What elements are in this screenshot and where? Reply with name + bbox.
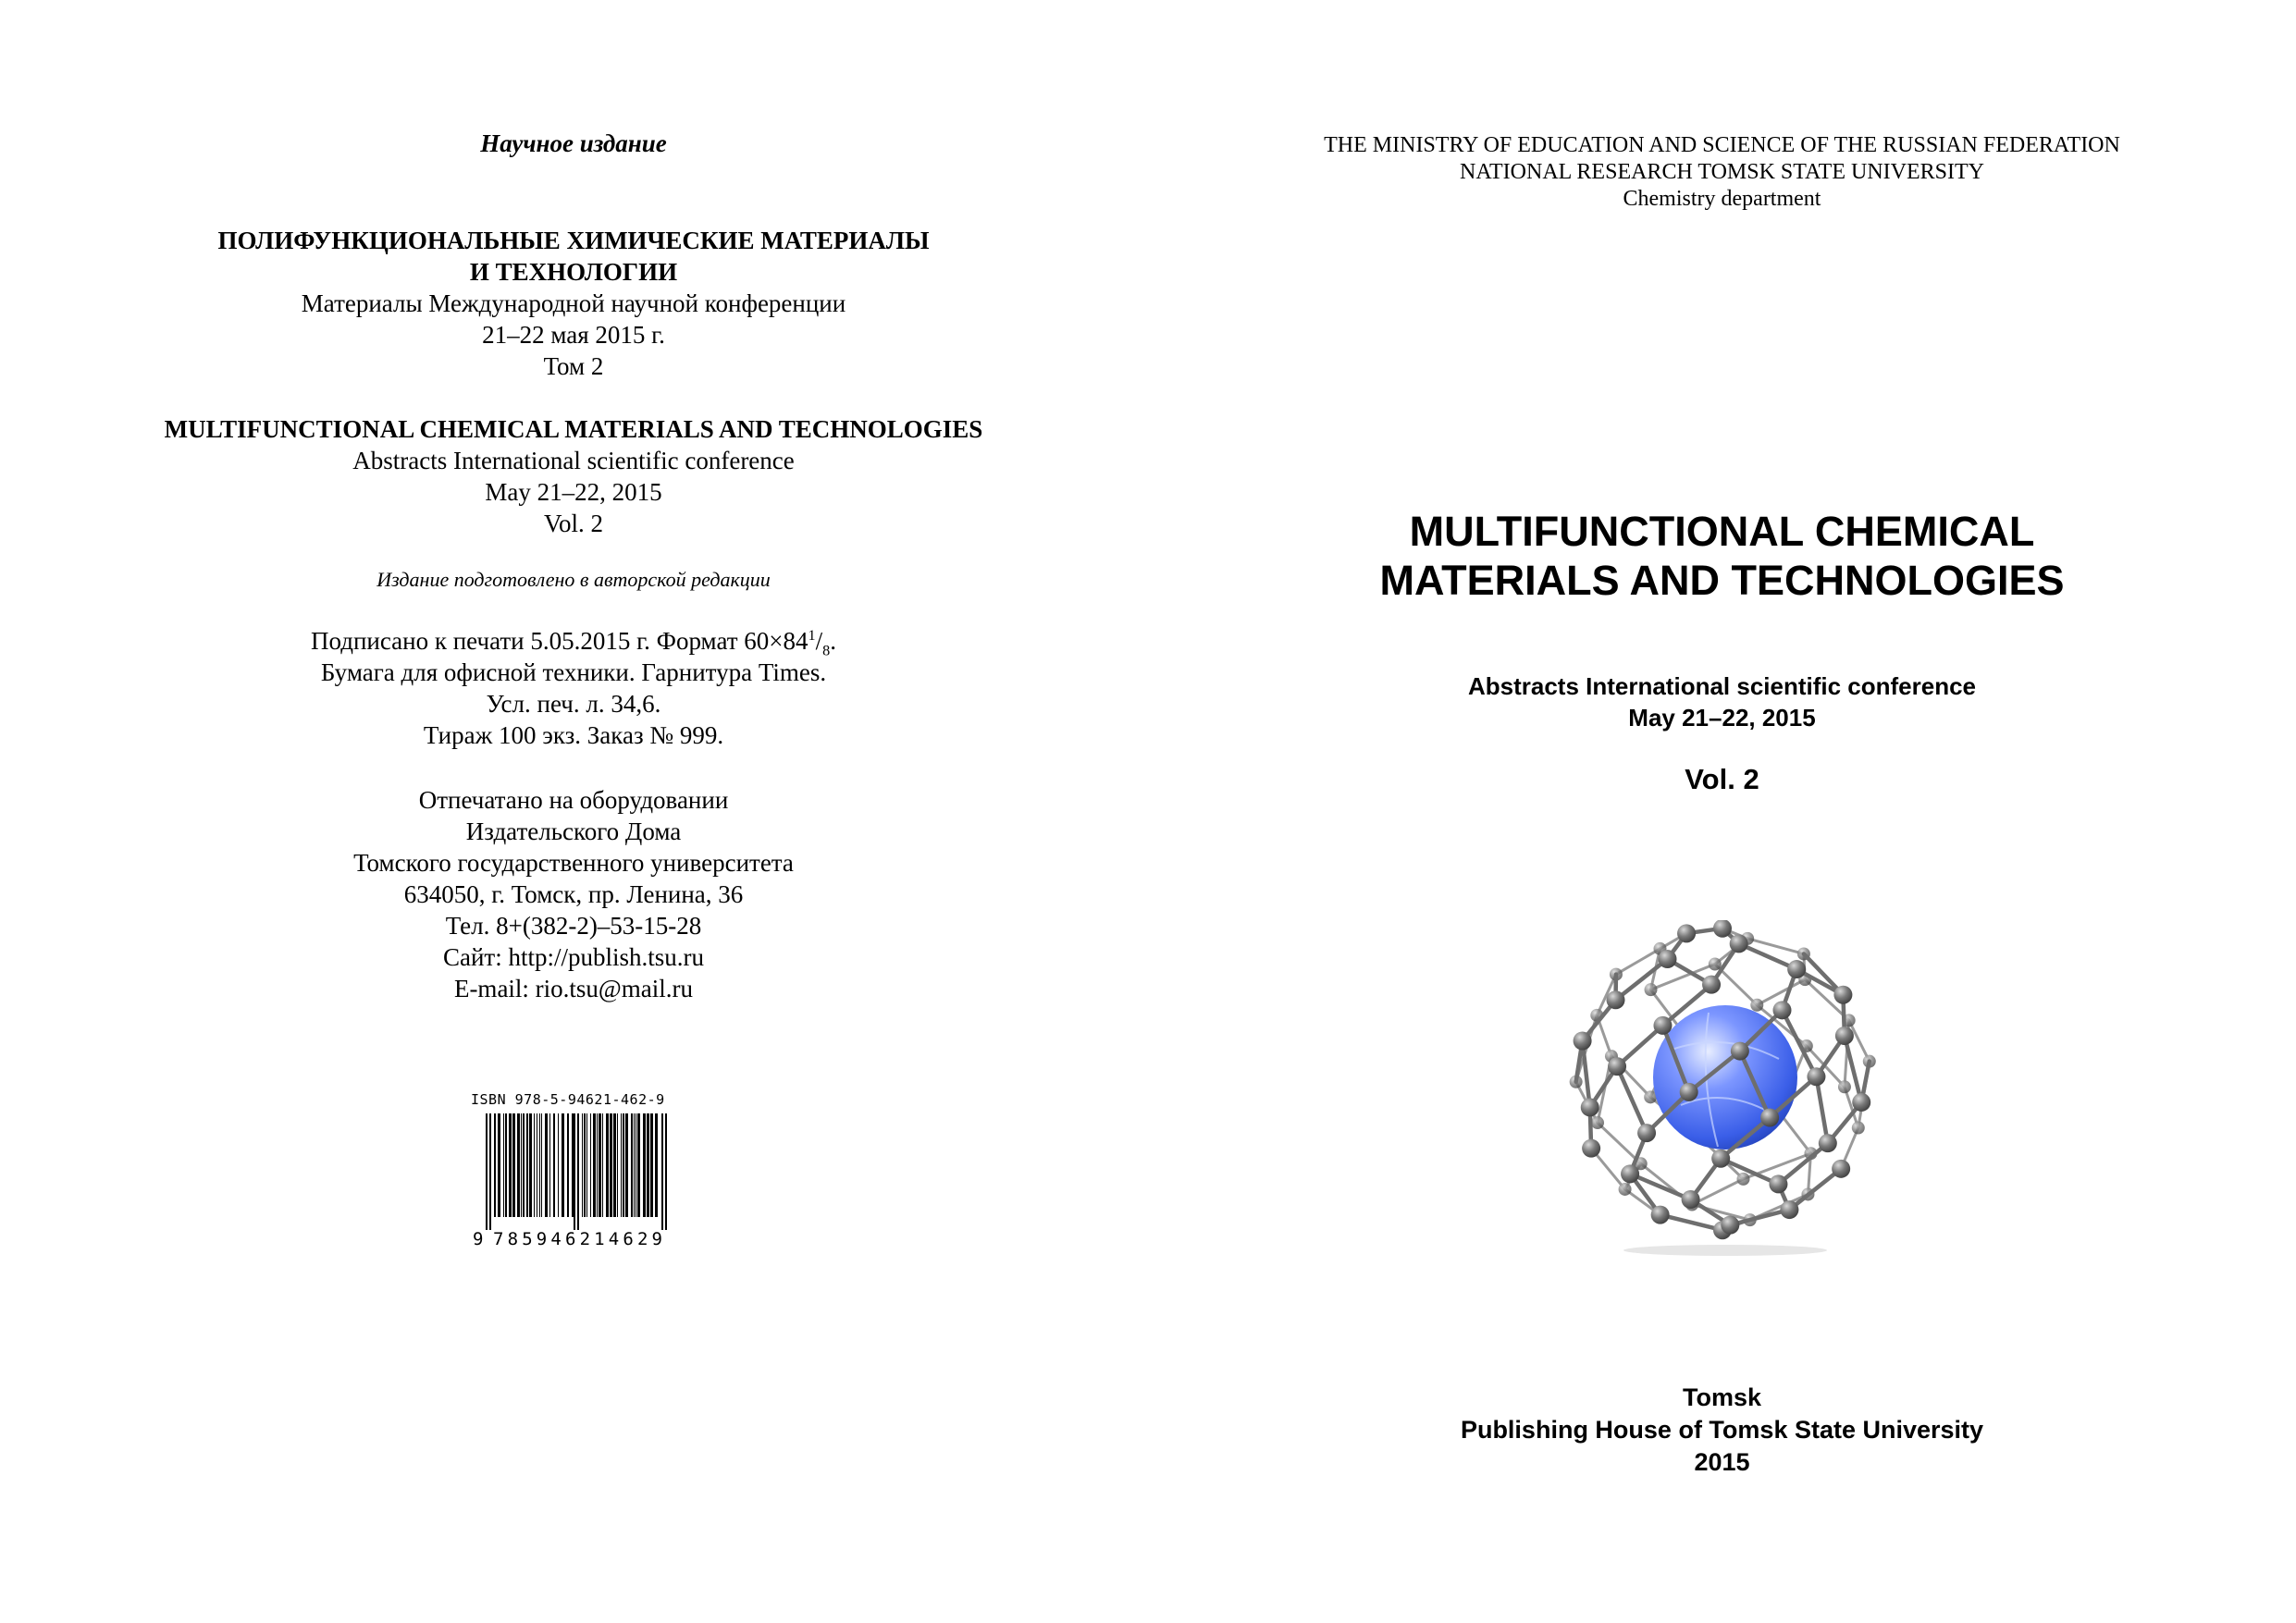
cage-atom [1702,976,1721,994]
cage-bond [1616,959,1668,1000]
barcode-bar [597,1113,598,1217]
barcode-bar [562,1113,564,1217]
barcode-bar [584,1113,586,1217]
cage-atom [1607,990,1625,1009]
ministry-header [1148,132,2296,213]
barcode-bar [523,1113,525,1217]
cage-atom [1677,924,1696,942]
barcode-bar [517,1113,520,1217]
cage-atom [1730,934,1748,953]
isbn-barcode-block [471,1091,684,1252]
right-page-title [1148,0,2296,1623]
conference-name: Abstracts International scientific conference [1467,672,1977,700]
russian-dates: 21–22 мая 2015 г. [482,321,665,349]
barcode-bar [613,1113,616,1217]
isbn-lead-digit: 9 [473,1229,485,1249]
barcode-bar [509,1113,512,1217]
barcode-bar [631,1113,633,1217]
russian-title-block [93,225,1055,382]
english-title: MULTIFUNCTIONAL CHEMICAL MATERIALS AND TECHNOLOGIES [164,415,983,443]
cage-atom [1651,1206,1670,1224]
barcode-guard-bar [665,1113,667,1230]
cage-atom [1760,1108,1779,1126]
cage-atom [1608,1057,1626,1076]
format-denominator: 8 [822,642,831,659]
barcode-bar [541,1113,542,1217]
barcode-bar [593,1113,596,1217]
english-title-block [93,413,1055,539]
cage-atom [1711,1150,1730,1168]
barcode-bar [553,1113,555,1217]
molecular-cage-icon [1561,920,1884,1258]
molecule-shadow [1623,1245,1827,1256]
russian-title-line-2: И ТЕХНОЛОГИИ [469,258,678,286]
barcode-bar [494,1113,496,1217]
cage-atom [1807,1067,1825,1086]
format-slash: / [815,627,823,655]
barcode-guard-bar [486,1113,488,1230]
barcode-bar [637,1113,640,1217]
barcode-bar [643,1113,646,1217]
barcode-bar [567,1113,569,1217]
barcode-bar [558,1113,559,1217]
cage-atom [1653,1016,1672,1035]
barcode-bar [647,1113,649,1217]
barcode-bar [498,1113,500,1217]
cage-atom [1659,950,1677,968]
print-signed-text: Подписано к печати 5.05.2015 г. Формат 60×84 [311,627,809,655]
conference-subtitle [1148,670,2296,733]
cage-atom [1574,1032,1592,1051]
barcode-bar [625,1113,628,1217]
barcode-guard-bar [661,1113,663,1230]
isbn-digits: 785946214629 [493,1229,663,1249]
barcode-bar [634,1113,635,1217]
publisher-city: Tomsk [1682,1383,1762,1411]
english-volume: Vol. 2 [543,510,604,537]
cage-bond [1598,1123,1641,1163]
publisher-block [1148,1382,2296,1479]
print-sheets: Усл. печ. л. 34,6. [486,690,661,718]
barcode-bar [650,1113,653,1217]
volume-number: Vol. 2 [1685,763,1759,795]
english-dates: May 21–22, 2015 [485,478,662,506]
russian-volume: Том 2 [543,352,604,380]
cage-atom [1852,1122,1865,1135]
department-line: Chemistry department [1623,187,1821,211]
publication-type-label: Научное издание [480,129,667,157]
cage-atom [1581,1098,1599,1116]
print-signed-line [93,625,1055,657]
publisher-year: 2015 [1694,1448,1750,1476]
format-numerator: 1 [808,627,816,644]
conference-dates: May 21–22, 2015 [1628,704,1816,732]
cage-atom [1787,960,1806,978]
barcode-bar [526,1113,528,1217]
cage-bond [1789,1169,1841,1210]
barcode-bar [505,1113,507,1217]
cage-atom [1835,1027,1854,1045]
barcode-bar [599,1113,601,1217]
barcode-bar [529,1113,532,1217]
russian-title-line-1: ПОЛИФУНКЦИОНАЛЬНЫЕ ХИМИЧЕСКИЕ МАТЕРИАЛЫ [217,227,930,254]
print-circulation: Тираж 100 экз. Заказ № 999. [423,721,724,749]
press-info-block [93,784,1055,1004]
barcode-bar [572,1113,574,1217]
barcode-bar [610,1113,612,1217]
print-info-block [93,625,1055,751]
barcode-bar [655,1113,658,1217]
barcode-guard-bar [577,1113,579,1230]
barcode-bar [621,1113,622,1217]
cage-atom [1769,1174,1787,1193]
barcode-bar [582,1113,583,1217]
main-title-line-2: MATERIALS AND TECHNOLOGIES [1379,557,2065,604]
press-email: E-mail: rio.tsu@mail.ru [453,975,694,1002]
cage-atom [1780,1200,1798,1219]
cage-atom [1682,1190,1700,1209]
cage-bond [1660,1215,1722,1231]
print-paper: Бумага для офисной техники. Гарнитура Times. [320,658,827,686]
editorial-note: Издание подготовлено в авторской редакции [376,568,771,591]
cage-atom [1833,986,1852,1004]
press-address: 634050, г. Томск, пр. Ленина, 36 [403,880,744,908]
cage-atom [1838,1080,1851,1093]
press-line-1: Отпечатано на оборудовании [418,786,729,814]
cage-atom [1731,1042,1749,1061]
barcode-bar [602,1113,603,1217]
cage-atom [1637,1124,1656,1142]
barcode-bar [545,1113,548,1217]
barcode-icon [471,1113,674,1252]
main-title [1148,507,2296,605]
blue-sphere [1653,1005,1797,1150]
cage-atom [1621,1164,1639,1183]
press-phone: Тел. 8+(382-2)–53-15-28 [445,912,702,940]
cage-atom [1721,1216,1739,1235]
cage-atom [1772,1001,1791,1019]
cage-bond [1816,1076,1827,1143]
ministry-line: THE MINISTRY OF EDUCATION AND SCIENCE OF THE RUSSIAN FEDERATION [1324,133,2120,157]
russian-subtitle: Материалы Международной научной конференции [301,289,846,317]
barcode-bar [590,1113,591,1217]
press-site: Сайт: http://publish.tsu.ru [442,943,704,971]
cage-atom [1736,1173,1749,1186]
cage-atom [1582,1139,1600,1158]
barcode-bar [521,1113,522,1217]
barcode-guard-bar [489,1113,491,1230]
cage-atom [1680,1083,1698,1101]
press-line-2: Издательского Дома [465,818,682,845]
university-line: NATIONAL RESEARCH TOMSK STATE UNIVERSITY [1460,160,1984,184]
barcode-bar [539,1113,540,1217]
english-subtitle: Abstracts International scientific conference [352,447,795,474]
cage-atom [1619,1183,1632,1196]
print-signed-suffix: . [830,627,836,655]
barcode-bar [549,1113,550,1217]
cage-atom [1645,983,1658,996]
main-title-line-1: MULTIFUNCTIONAL CHEMICAL [1409,508,2035,555]
barcode-bar [586,1113,587,1217]
cage-atom [1832,1160,1850,1178]
barcode-bar [623,1113,624,1217]
barcode-guard-bar [574,1113,575,1230]
barcode-bar [606,1113,609,1217]
publisher-house: Publishing House of Tomsk State University [1460,1416,1984,1444]
cage-atom [1750,999,1763,1012]
barcode-bar [617,1113,618,1217]
cage-atom [1709,958,1722,971]
barcode-bar [503,1113,504,1217]
barcode-bar [512,1113,515,1217]
press-line-3: Томского государственного университета [353,849,794,877]
cage-bond [1739,943,1796,969]
cage-atom [1852,1093,1870,1112]
isbn-label: ISBN 978-5-94621-462-9 [471,1091,665,1108]
cage-atom [1819,1134,1837,1152]
barcode-bar [534,1113,535,1217]
cage-atom [1591,1116,1604,1129]
